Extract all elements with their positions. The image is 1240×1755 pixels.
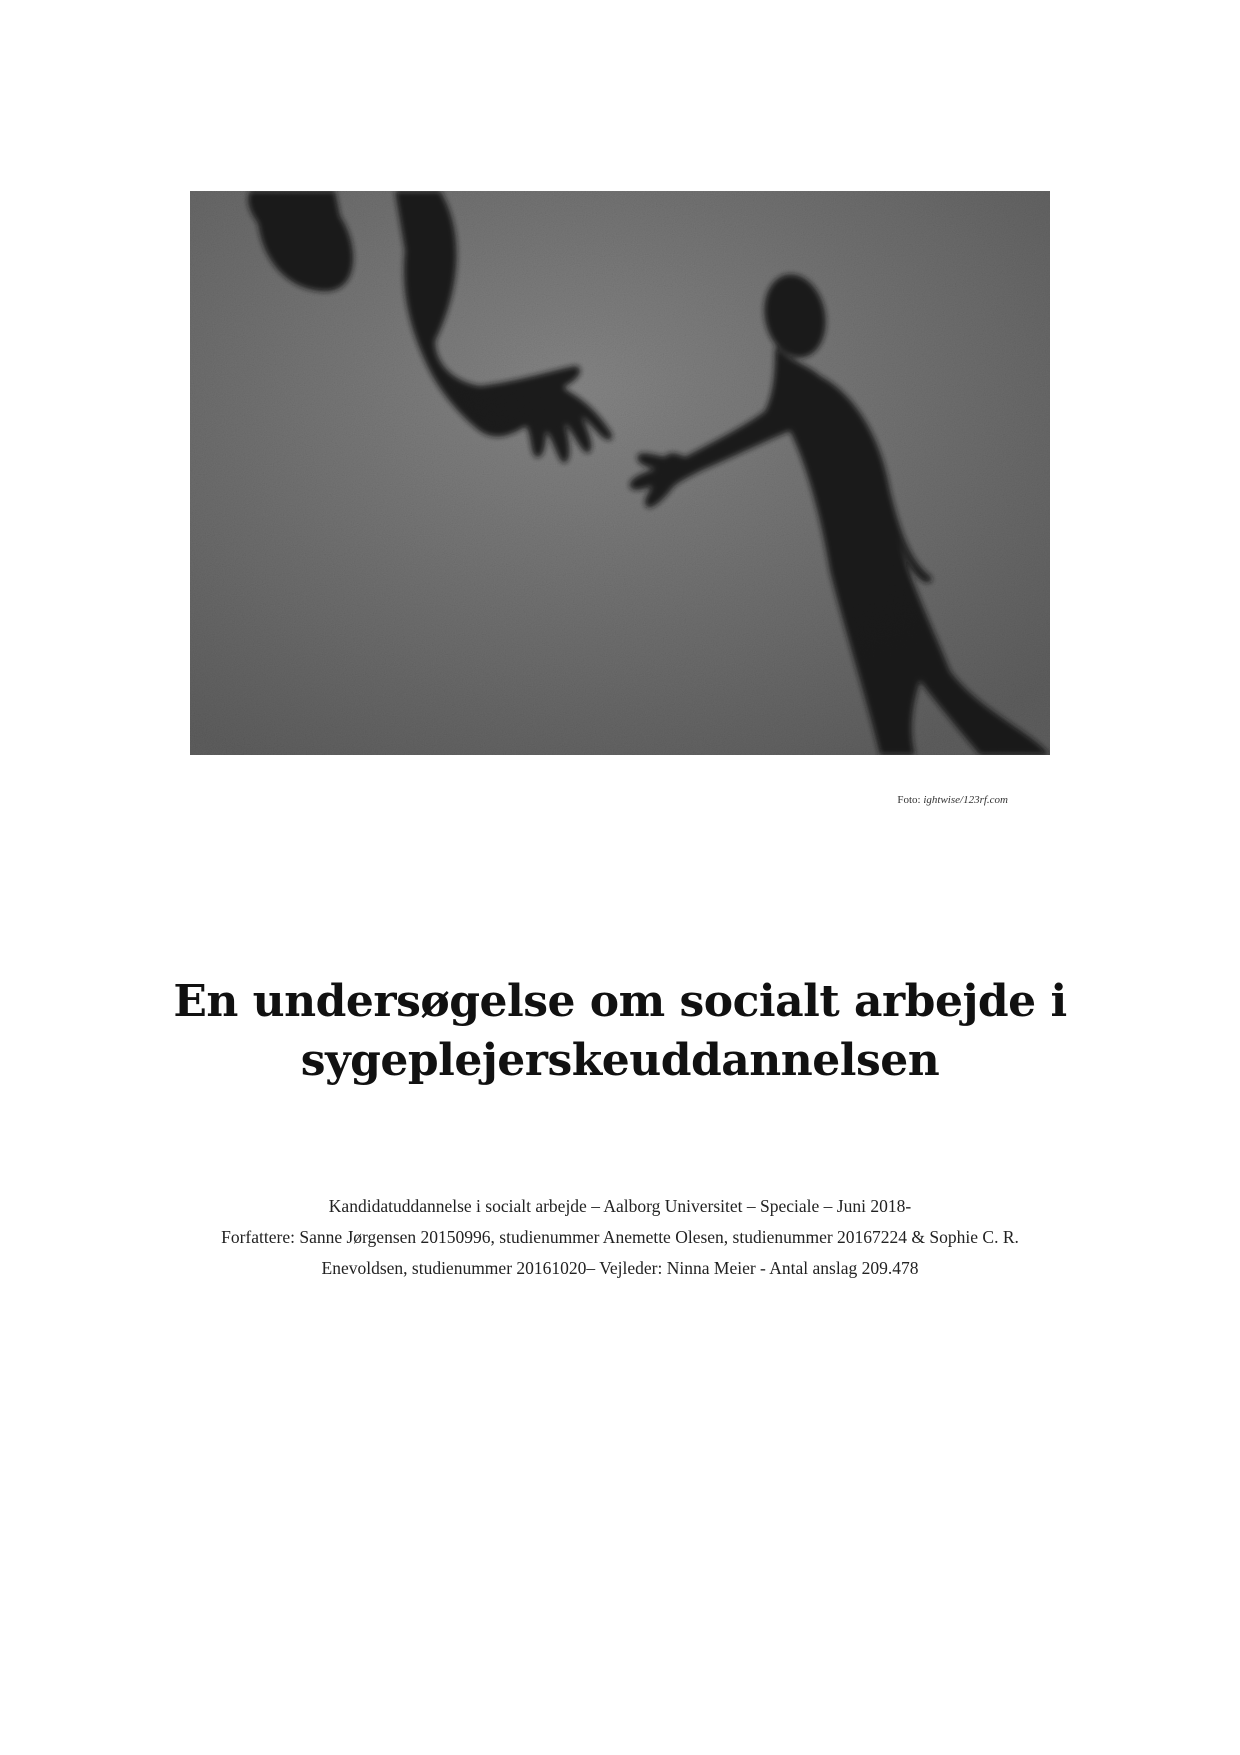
meta-line-authors: Forfattere: Sanne Jørgensen 20150996, studienummer Anemette Olesen, studienummer 20167224 & Sophie C. R. <box>221 1227 1019 1247</box>
document-title-line-1: En undersøgelse om socialt arbejde i <box>173 976 1067 1027</box>
document-title <box>120 972 1120 1090</box>
meta-line-program: Kandidatuddannelse i socialt arbejde – Aalborg Universitet – Speciale – Juni 2018- <box>328 1196 912 1216</box>
photo-credit-source: ightwise/123rf.com <box>923 794 1008 806</box>
photo-credit-prefix: Foto: <box>897 794 924 806</box>
photo-credit <box>700 794 1008 806</box>
cover-photo <box>190 191 1050 755</box>
document-meta <box>140 1191 1100 1284</box>
meta-line-supervisor: Enevoldsen, studienummer 20161020– Vejleder: Ninna Meier - Antal anslag 209.478 <box>321 1258 919 1278</box>
document-title-line-2: sygeplejerskeuddannelsen <box>300 1035 940 1086</box>
